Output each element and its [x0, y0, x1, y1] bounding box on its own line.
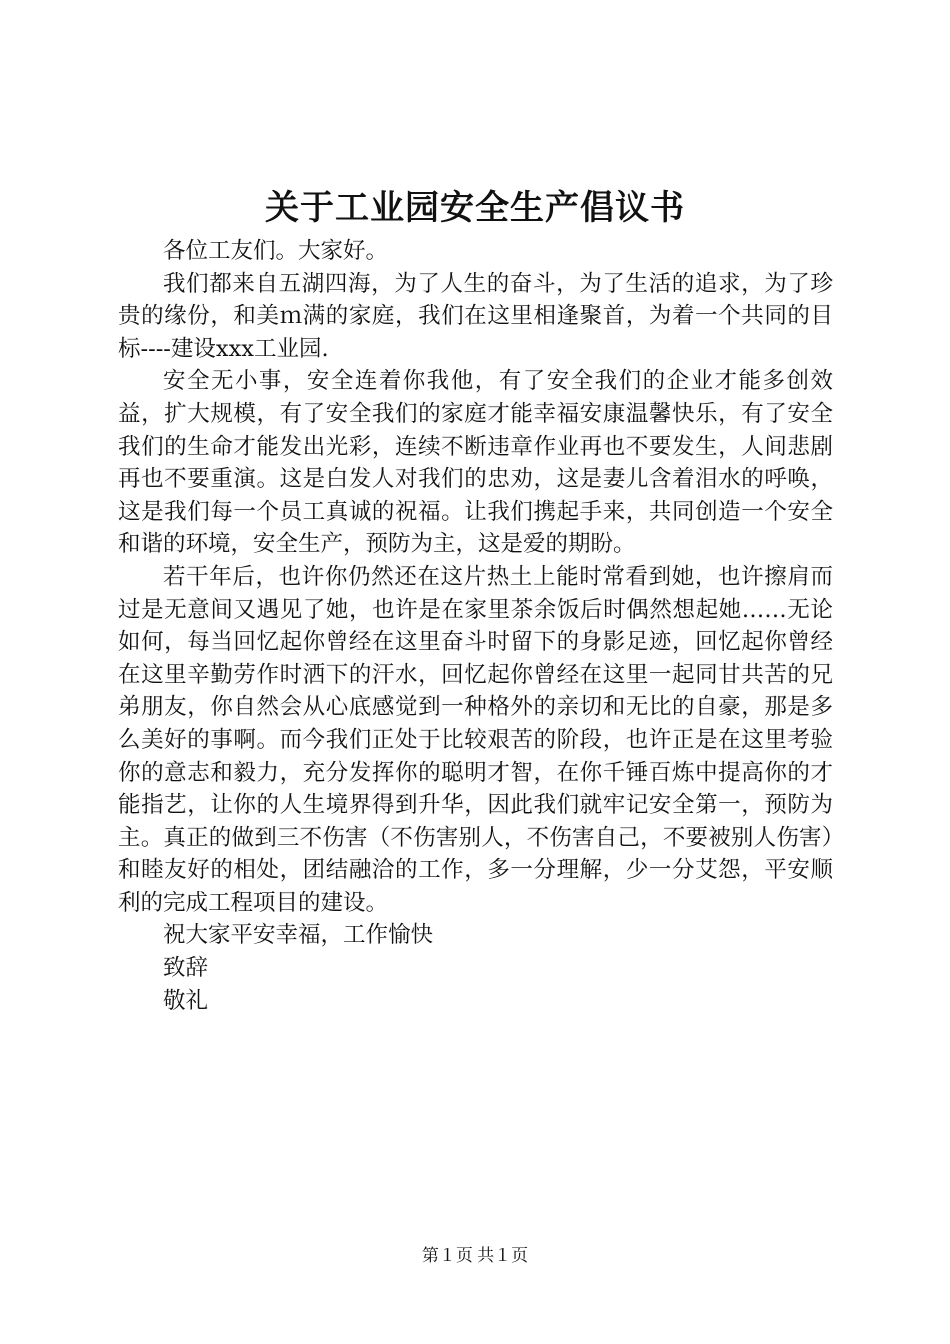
body-paragraph: 安全无小事，安全连着你我他，有了安全我们的企业才能多创效益，扩大规模，有了安全我们的家庭才能幸福安康温馨快乐，有了安全我们的生命才能发出光彩，连续不断违章作业再也不要发生，人间悲剧再也不要重演。这是白发人对我们的忠劝，这是妻儿含着泪水的呼唤，这是我们每一个员工真诚的祝福。让我们携起手来，共同创造一个安全和谐的环境，安全生产，预防为主，这是爱的期盼。	[118, 368, 833, 558]
body-paragraph: 我们都来自五湖四海，为了人生的奋斗，为了生活的追求，为了珍贵的缘份，和美ｍ满的家庭，我们在这里相逢聚首，为着一个共同的目标----建设xxx工业园.	[118, 270, 833, 362]
greeting-paragraph: 各位工友们。大家好。	[163, 238, 389, 264]
closing-salute: 敬礼	[163, 987, 209, 1014]
body-paragraph: 若干年后，也许你仍然还在这片热土上能时常看到她，也许擦肩而过是无意间又遇见了她，也许是在家里茶余饭后时偶然想起她……无论如何，每当回忆起你曾经在这里奋斗时留下的身影足迹，回忆起你曾经在这里辛勤劳作时洒下的汗水，回忆起你曾经在这里一起同甘共苦的兄弟朋友，你自然会从心底感觉到一种格外的亲切和无比的自豪，那是多么美好的事啊。而今我们正处于比较艰苦的阶段，也许正是在这里考验你的意志和毅力，充分发挥你的聪明才智，在你千锤百炼中提高你的才能指艺，让你的人生境界得到升华，因此我们就牢记安全第一，预防为主。真正的做到三不伤害（不伤害别人，不伤害自己，不要被别人伤害）和睦友好的相处，团结融洽的工作，多一分理解，少一分艾怨，平安顺利的完成工程项目的建设。	[118, 563, 833, 916]
document-title: 关于工业园安全生产倡议书	[265, 188, 685, 228]
closing-wish: 祝大家平安幸福，工作愉快	[163, 922, 434, 949]
closing-line: 致辞	[163, 955, 209, 982]
page-number-footer: 第１页 共１页	[421, 1246, 529, 1265]
document-body	[118, 235, 833, 1017]
